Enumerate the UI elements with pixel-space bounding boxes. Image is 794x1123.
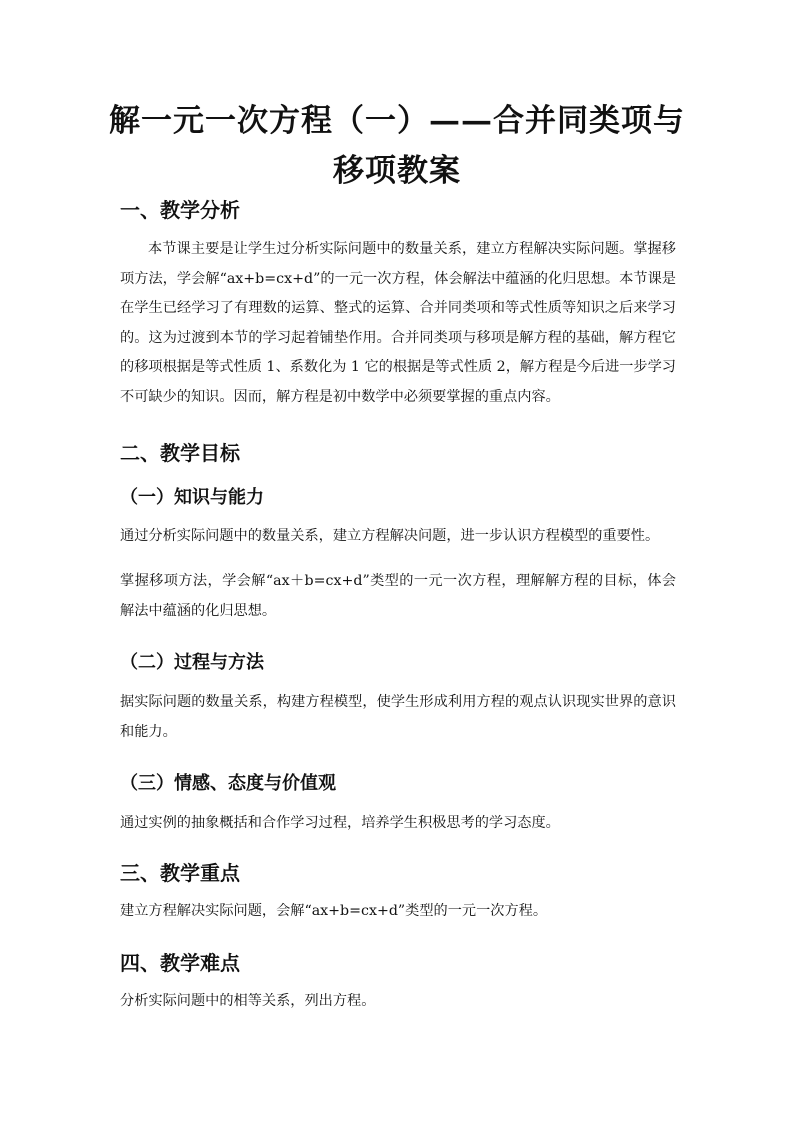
subsection-heading-knowledge: （一）知识与能力 <box>120 487 264 508</box>
process-paragraph: 据实际问题的数量关系，构建方程模型，使学生形成利用方程的观点认识现实世界的意识和能力。 <box>120 694 676 740</box>
section-heading-objectives: 二、教学目标 <box>120 441 240 465</box>
knowledge-paragraph-1: 通过分析实际问题中的数量关系，建立方程解决问题，进一步认识方程模型的重要性。 <box>120 528 660 544</box>
attitude-paragraph: 通过实例的抽象概括和合作学习过程，培养学生积极思考的学习态度。 <box>120 815 560 831</box>
document-title: 解一元一次方程（一）——合并同类项与移项教案 <box>109 103 685 189</box>
subsection-heading-attitude: （三）情感、态度与价值观 <box>120 773 336 794</box>
difficulties-paragraph: 分析实际问题中的相等关系，列出方程。 <box>120 993 376 1009</box>
section-heading-key-points: 三、教学重点 <box>120 861 240 885</box>
section-heading-analysis: 一、教学分析 <box>120 198 240 222</box>
section-heading-difficulties: 四、教学难点 <box>120 951 240 975</box>
knowledge-paragraph-2: 掌握移项方法，学会解“ax＋b=cx+d”类型的一元一次方程，理解解方程的目标，体会解法中蕴涵的化归思想。 <box>120 573 676 619</box>
analysis-paragraph: 本节课主要是让学生过分析实际问题中的数量关系，建立方程解决实际问题。掌握移项方法，学会解“ax+b=cx+d”的一元一次方程，体会解法中蕴涵的化归思想。本节课是在学生已经学习了有理数的运算、整式的运算、合并同类项和等式性质等知识之后来学习的。这为过渡到本节的学习起着铺垫作用。合并同类项与移项是解方程的基础，解方程它的移项根据是等式性质 1、系数化为 1 它的根据是等式性质 2，解方程是今后进一步学习不可缺少的知识。因而，解方程是初中数学中必须要掌握的重点内容。 <box>120 241 676 405</box>
subsection-heading-process: （二）过程与方法 <box>120 652 264 673</box>
key-points-paragraph: 建立方程解决实际问题，会解“ax+b=cx+d”类型的一元一次方程。 <box>120 903 548 919</box>
